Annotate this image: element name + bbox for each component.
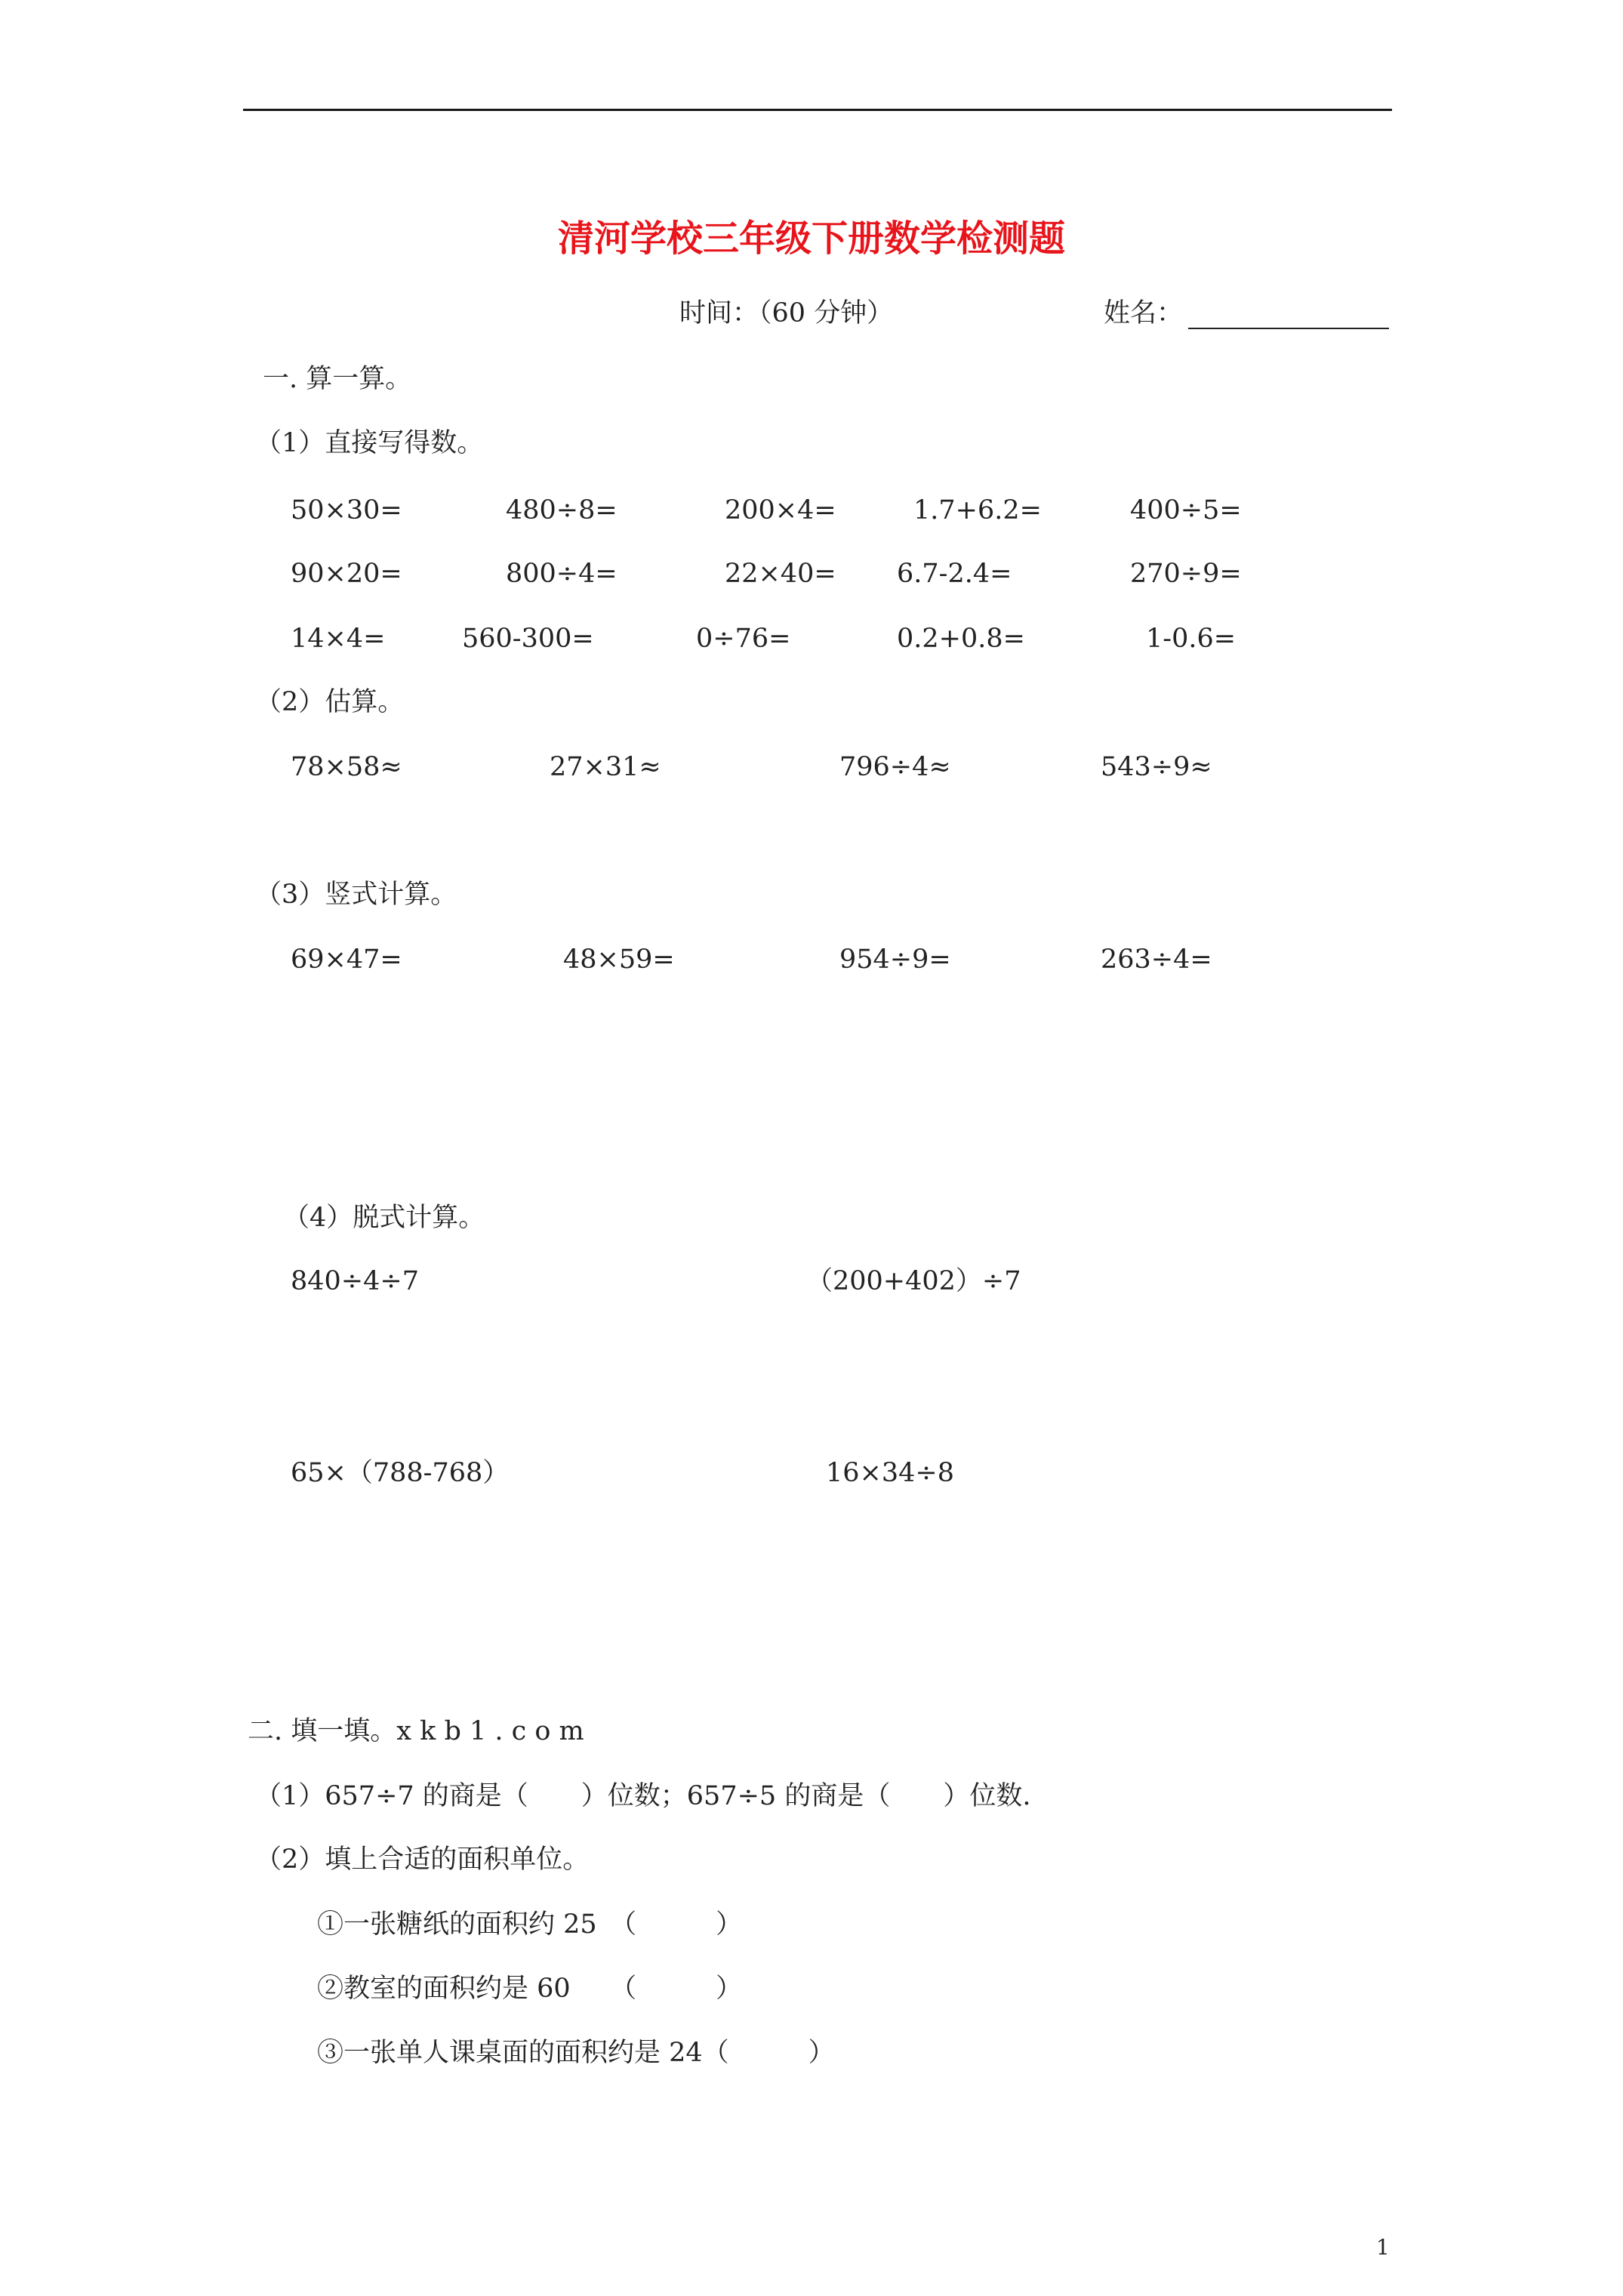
mental-math-item: 22×40= [725, 559, 836, 589]
step-calc-item: 65×（788-768） [291, 1458, 510, 1488]
mental-math-item: 0÷76= [696, 624, 791, 654]
mental-math-item: 270÷9= [1130, 559, 1242, 589]
estimate-item: 796÷4≈ [839, 752, 951, 782]
part-1-heading: （1）直接写得数。 [255, 428, 484, 458]
mental-math-item: 14×4= [291, 624, 386, 654]
step-calc-item: 840÷4÷7 [291, 1266, 419, 1296]
area-unit-item: ②教室的面积约是 60 （ ） [317, 1974, 743, 2004]
step-calc-item: （200+402）÷7 [806, 1266, 1021, 1296]
vertical-calc-item: 954÷9= [839, 945, 951, 975]
vertical-calc-item: 69×47= [291, 945, 402, 975]
name-label: 姓名： [1104, 298, 1184, 328]
fill-question-2-heading: （2）填上合适的面积单位。 [255, 1845, 590, 1875]
mental-math-item: 1.7+6.2= [913, 495, 1042, 525]
page-title: 清河学校三年级下册数学检测题 [557, 217, 1065, 260]
mental-math-item: 560-300= [462, 624, 594, 654]
mental-math-item: 1-0.6= [1146, 624, 1236, 654]
name-blank-line [1188, 328, 1389, 329]
part-2-heading: （2）估算。 [255, 687, 405, 717]
header-rule [243, 109, 1392, 111]
section-1-heading: 一. 算一算。 [263, 364, 412, 394]
mental-math-item: 480÷8= [506, 495, 617, 525]
mental-math-item: 6.7-2.4= [897, 559, 1012, 589]
mental-math-item: 90×20= [291, 559, 402, 589]
fill-question-1: （1）657÷7 的商是（ ）位数；657÷5 的商是（ ）位数. [255, 1781, 1031, 1811]
part-4-heading: （4）脱式计算。 [283, 1203, 485, 1233]
section-2-heading: 二. 填一填。x k b 1 . c o m [248, 1716, 584, 1746]
mental-math-item: 800÷4= [506, 559, 617, 589]
mental-math-item: 400÷5= [1130, 495, 1242, 525]
vertical-calc-item: 263÷4= [1101, 945, 1212, 975]
mental-math-item: 200×4= [725, 495, 836, 525]
estimate-item: 27×31≈ [550, 752, 661, 782]
vertical-calc-item: 48×59= [563, 945, 675, 975]
page-number: 1 [1376, 2235, 1390, 2260]
part-3-heading: （3）竖式计算。 [255, 880, 457, 910]
mental-math-item: 50×30= [291, 495, 402, 525]
time-limit: 时间：（60 分钟） [679, 298, 894, 328]
estimate-item: 543÷9≈ [1101, 752, 1212, 782]
estimate-item: 78×58≈ [291, 752, 402, 782]
step-calc-item: 16×34÷8 [826, 1458, 954, 1488]
mental-math-item: 0.2+0.8= [897, 624, 1025, 654]
area-unit-item: ③一张单人课桌面的面积约是 24（ ） [317, 2038, 835, 2068]
area-unit-item: ①一张糖纸的面积约 25 （ ） [317, 1909, 743, 1940]
